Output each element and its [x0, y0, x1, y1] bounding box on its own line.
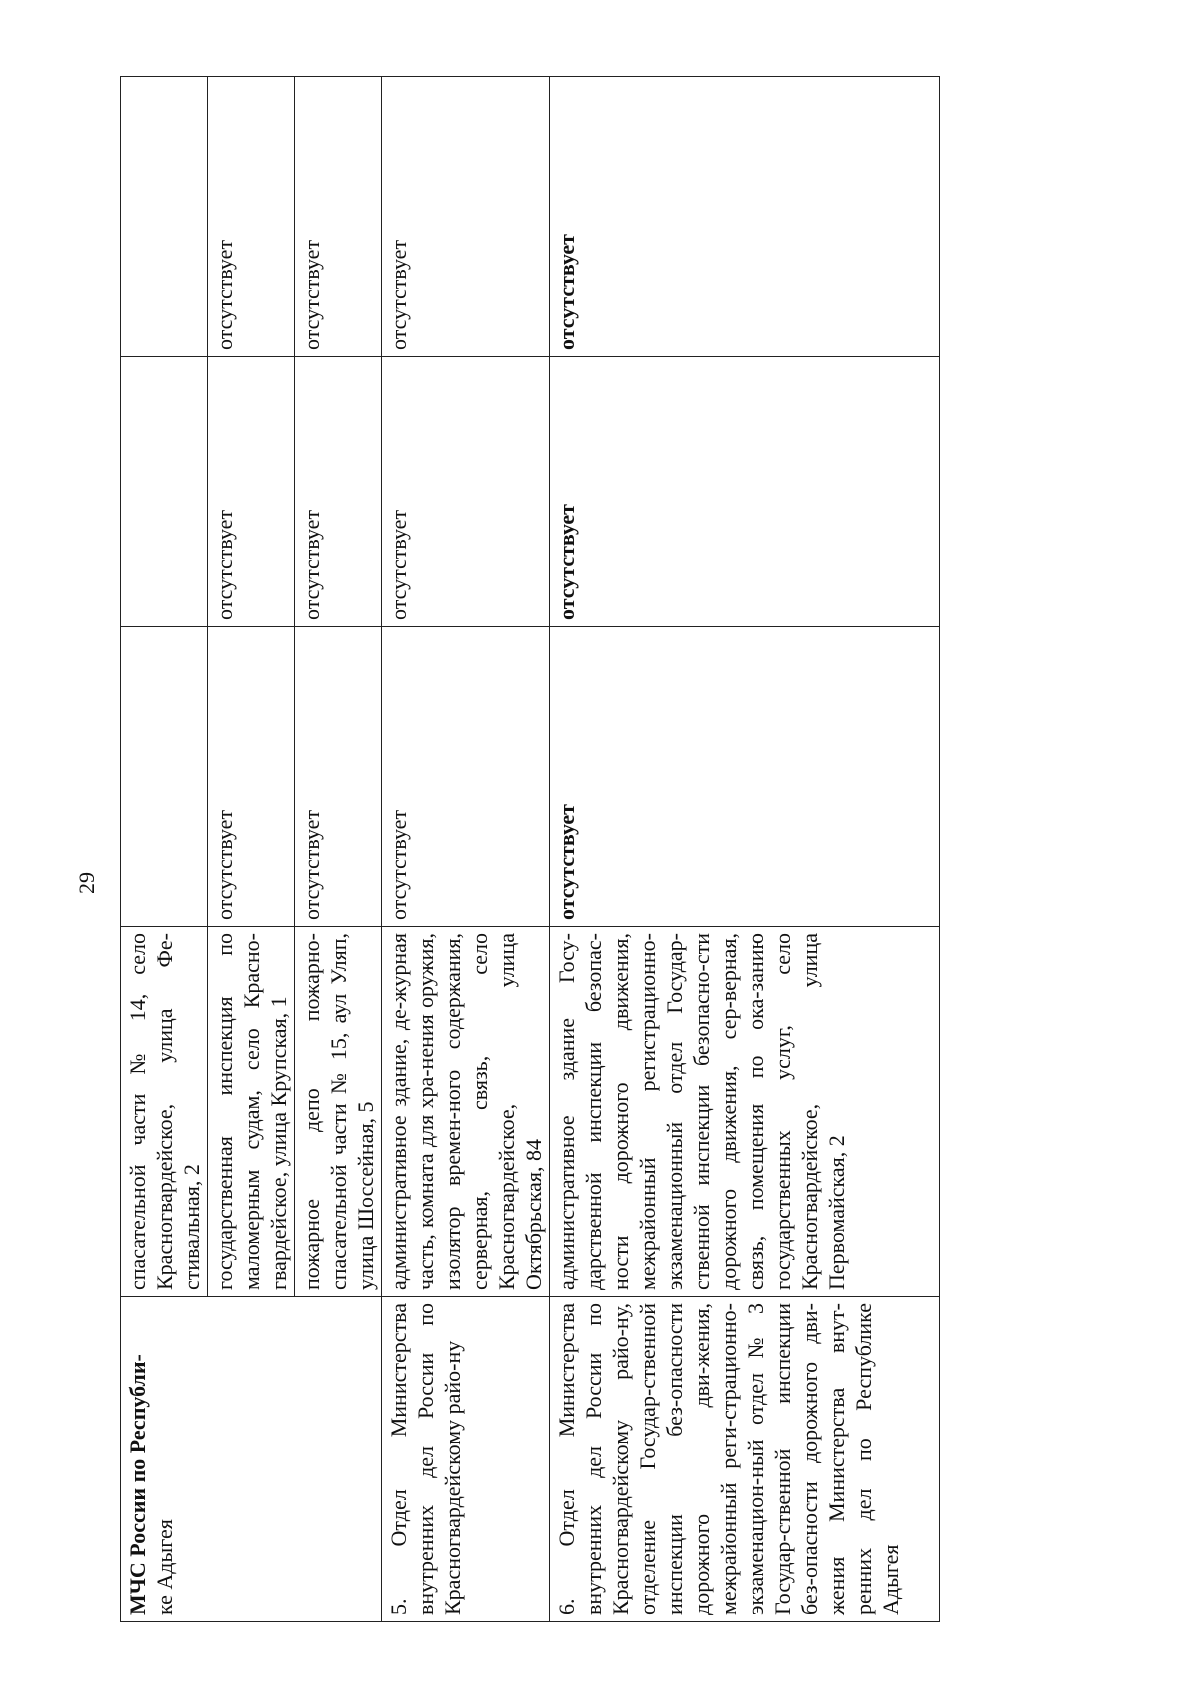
org-cell-mchs: [121, 1297, 382, 1622]
org-name-tail: ке Адыгея: [152, 1519, 177, 1615]
object-cell: государственная инспекция по маломерным судам, село Красно-гвардейское, улица Крупская, 1: [208, 927, 295, 1297]
org-cell: 6. Отдел Министерства внутренних дел России по Красногвардейскому райо-ну, отделение Государ-ственной инспекции без-опасности дорожного дви-жения, межрайонный реги-страционно-экзаменацион-ный отдел № 3 Государ-ственной инспекции без-опасности дорожного дви-жения Министерства внут-ренних дел по Республике Адыгея: [550, 1297, 940, 1622]
object-cell: административное здание Госу-дарственной инспекции безопас-ности дорожного движения, межрайонный регистрационно-экзаменационный отдел Государ-ственной инспекции безопасно-сти дорожного движения, сер-верная, связь, помещения по ока-занию государственных услуг, село Красногвардейское, улица Первомайская, 2: [550, 927, 940, 1297]
object-cell: административное здание, де-журная часть, комната для хра-нения оружия, изолятор времен-ного содержания, серверная, связь, село Красногвардейское, улица Октябрьская, 84: [382, 927, 550, 1297]
org-cell: 5. Отдел Министерства внутренних дел России по Красногвардейскому райо-ну: [382, 1297, 550, 1622]
status-cell: отсутствует: [382, 627, 550, 927]
org-name-bold: МЧС России по Республи-: [125, 1354, 150, 1615]
status-cell: отсутствует: [208, 357, 295, 627]
status-cell: отсутствует: [208, 77, 295, 357]
page-number: 29: [74, 872, 99, 894]
status-cell: отсутствует: [550, 357, 940, 627]
status-cell: отсутствует: [382, 357, 550, 627]
facilities-table: [120, 76, 940, 1622]
status-cell: отсутствует: [208, 627, 295, 927]
status-cell: отсутствует: [295, 357, 382, 627]
table-row: [550, 77, 940, 1622]
status-cell: [121, 77, 208, 357]
object-cell: спасательной части № 14, село Красногвардейское, улица Фе-стивальная, 2: [121, 927, 208, 1297]
status-cell: отсутствует: [295, 627, 382, 927]
status-cell: [121, 627, 208, 927]
object-cell: пожарное депо пожарно-спасательной части № 15, аул Уляп, улица Шоссейная, 5: [295, 927, 382, 1297]
status-cell: отсутствует: [382, 77, 550, 357]
status-cell: [121, 357, 208, 627]
status-cell: отсутствует: [550, 77, 940, 357]
status-cell: отсутствует: [550, 627, 940, 927]
status-cell: отсутствует: [295, 77, 382, 357]
rotated-table-container: [120, 77, 940, 1622]
table-row: [121, 77, 208, 1622]
table-row: [382, 77, 550, 1622]
